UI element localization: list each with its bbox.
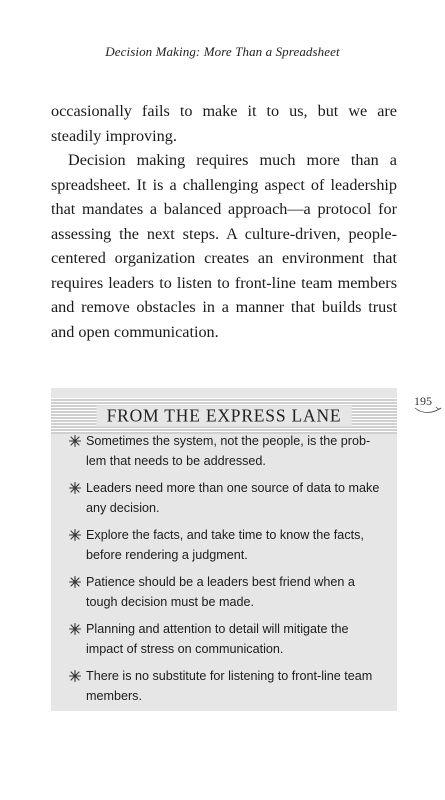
asterisk-ornament-icon: [68, 528, 82, 542]
list-item: [68, 479, 388, 518]
asterisk-ornament-icon: [68, 622, 82, 636]
page-number-text: 195: [414, 394, 432, 408]
bullet-text: Patience should be a leaders best friend when a tough decision must be made.: [86, 575, 355, 609]
list-item: [68, 667, 388, 706]
running-head: Decision Making: More Than a Spreadsheet: [105, 44, 340, 59]
list-item: [68, 573, 388, 612]
bullet-text: Planning and attention to detail will mitigate the impact of stress on communication.: [86, 622, 349, 656]
sidebar-header-band: [51, 398, 397, 434]
bullet-text: There is no substitute for listening to front-line team members.: [86, 669, 373, 703]
bullet-text: Sometimes the system, not the people, is the prob-lem that needs to be addressed.: [86, 434, 371, 468]
asterisk-ornament-icon: [68, 669, 82, 683]
sidebar-bullet-list: [68, 432, 388, 714]
sidebar-title: FROM THE EXPRESS LANE: [97, 406, 352, 427]
asterisk-ornament-icon: [68, 481, 82, 495]
list-item: [68, 432, 388, 471]
express-lane-sidebar: [51, 388, 397, 711]
list-item: [68, 620, 388, 659]
asterisk-ornament-icon: [68, 575, 82, 589]
page-number: [414, 394, 442, 414]
body-paragraph-2: Decision making requires much more than a spreadsheet. It is a challenging aspect of leadership that mandates a balanced approach—a protocol for assessing the next steps. A culture-driven, people-centered organization creates an environment that requires leaders to listen to front-line team members and remove obstacles in a manner that builds trust and open communication.: [51, 151, 397, 341]
body-paragraph-1: occasionally fails to make it to us, but we are steadily improving.: [51, 102, 397, 145]
asterisk-ornament-icon: [68, 434, 82, 448]
body-text: [51, 99, 397, 344]
bullet-text: Explore the facts, and take time to know the facts, before rendering a judgment.: [86, 528, 364, 562]
list-item: [68, 526, 388, 565]
bullet-text: Leaders need more than one source of data to make any decision.: [86, 481, 380, 515]
